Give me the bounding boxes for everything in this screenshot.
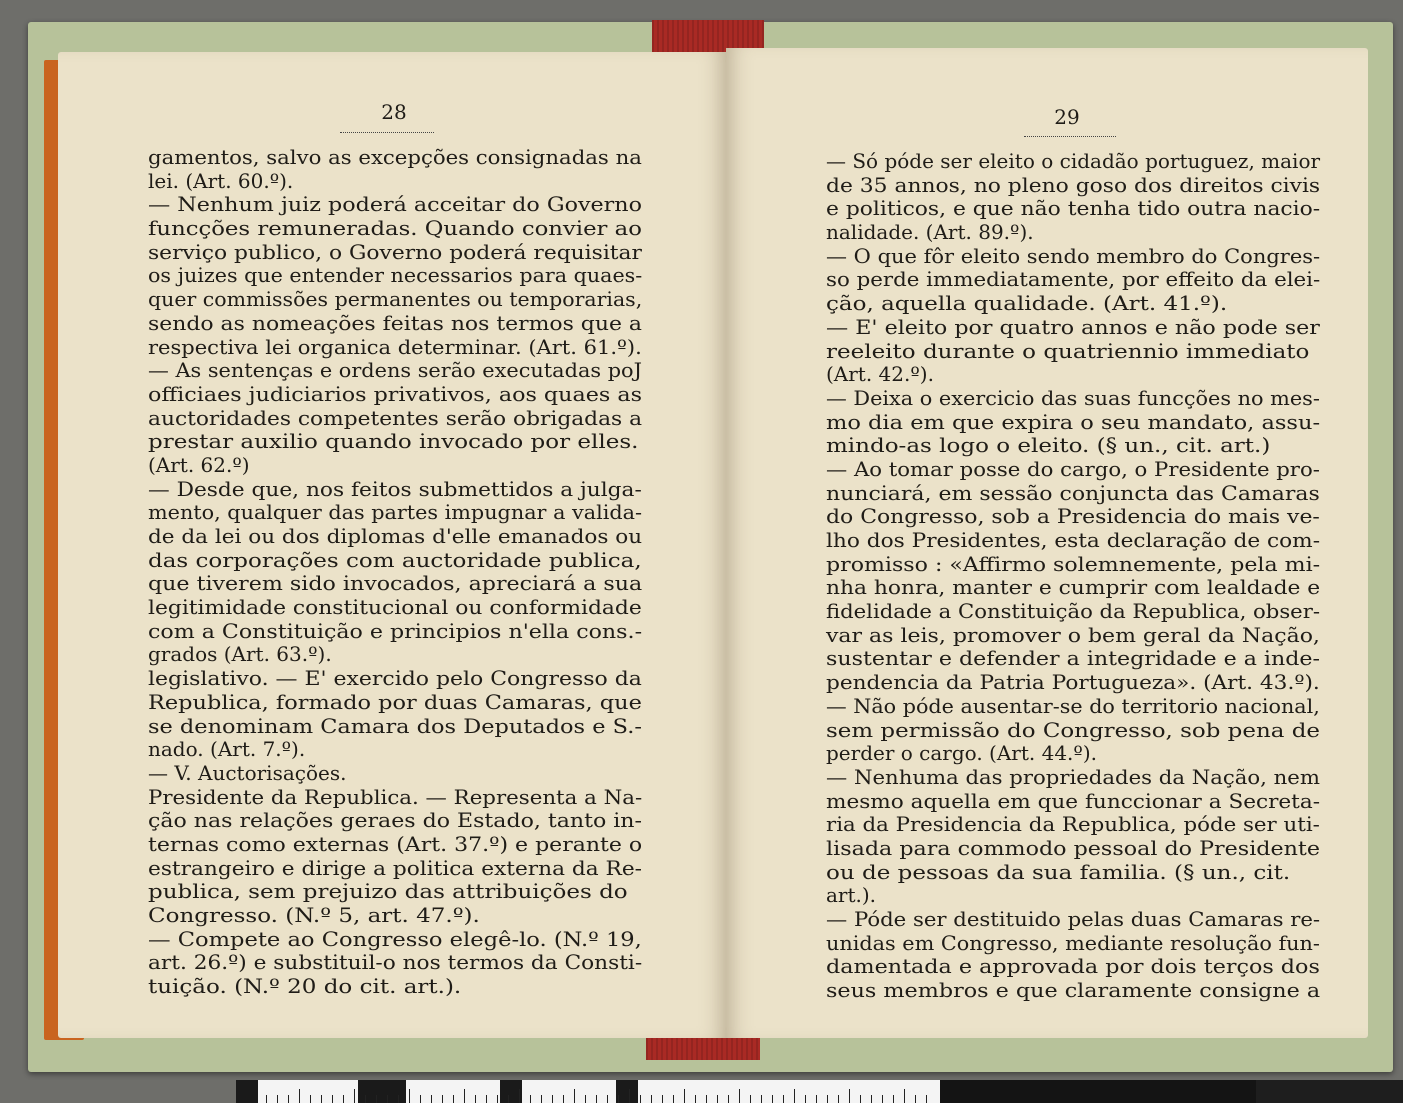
ruler-tick [772,1095,773,1103]
ruler-tick [376,1095,377,1103]
text-line: e politicos, e que não tenha tido outra nacio- [826,196,1321,221]
text-line: que tiverem sido invocados, apreciará a sua [148,571,643,596]
ruler-tick [453,1095,454,1103]
ruler-tick [475,1095,476,1103]
ruler-tick [387,1095,388,1103]
text-line: os juizes que entender necessarios para quaes- [148,263,643,288]
text-line: — Póde ser destituido pelas duas Camaras re- [826,907,1321,931]
text-line: de da lei ou dos diplomas d'elle emanados ou [148,524,643,548]
text-line: ria da Presidencia da Republica, póde ser uti- [826,812,1320,837]
ruler-tick [827,1095,828,1103]
text-line: respectiva lei organica determinar. (Art. 61.º). [148,334,642,359]
ruler-tick [662,1095,663,1103]
ruler-tick [519,1089,520,1103]
text-line: lei. (Art. 60.º). [148,168,294,193]
ruler-tick [717,1095,718,1103]
ruler-tick [431,1095,432,1103]
text-line: art. 26.º) e substituil-o nos termos da Consti- [148,950,643,975]
ruler-segment [236,1080,258,1103]
text-line: — E' eleito por quatro annos e não pode ser [826,314,1320,339]
text-line: Republica, formado por duas Camaras, que [148,689,642,714]
ruler-tick [310,1095,311,1103]
ruler-tick [838,1095,839,1103]
ruler-tick [695,1095,696,1103]
text-line: — Desde que, nos feitos submettidos a julga- [148,476,642,501]
text-line: mesmo aquella em que funccionar a Secreta- [826,788,1321,813]
text-line: — O que fôr eleito sendo membro do Congres- [826,243,1321,268]
ruler-tick [761,1095,762,1103]
ruler-tick [816,1095,817,1103]
text-line: lisada para commodo pessoal do Presidente [826,835,1321,860]
text-line: nunciará, em sessão conjuncta das Camaras [826,480,1320,505]
text-line: do Congresso, sob a Presidencia do mais ve- [826,504,1320,529]
ruler-tick [871,1095,872,1103]
text-line: prestar auxilio quando invocado por elles. [148,429,639,454]
text-line: gamentos, salvo as excepções consignadas na [148,145,642,169]
ruler-tick [651,1095,652,1103]
ruler-tick [849,1089,850,1103]
text-line: officiaes judiciarios privativos, aos quaes as [148,381,642,406]
text-line: das corporações com auctoridade publica, [148,547,642,572]
text-line: — Compete ao Congresso elegê-lo. (N.º 19, [148,926,642,951]
text-line: Congresso. (N.º 5, art. 47.º). [148,903,480,927]
ruler-tick [332,1095,333,1103]
text-line: ção, aquella qualidade. (Art. 41.º). [826,291,1228,316]
text-line: fidelidade a Constituição da Republica, obser- [826,599,1320,624]
text-line: legislativo. — E' exercido pelo Congresso da [148,666,642,691]
ruler-tick [882,1095,883,1103]
text-line: publica, sem prejuizo das attribuições do [148,879,628,904]
ruler-tick [728,1095,729,1103]
spine-cloth-bottom [646,1038,760,1060]
ruler-tick [684,1089,685,1103]
text-line: legitimidade constitucional ou conformidade [148,595,642,620]
left-page [58,52,726,1038]
ruler-tick [915,1095,916,1103]
text-line: — Não póde ausentar-se do territorio nacional, [826,693,1320,718]
text-line: sem permissão do Congresso, sob pena de [826,717,1320,742]
text-line: se denominam Camara dos Deputados e S.- [148,713,642,738]
text-line: — V. Auctorisações. [148,760,347,785]
text-line: — Só póde ser eleito o cidadão portuguez, maior [826,149,1321,173]
text-line: tuição. (N.º 20 do cit. art.). [148,974,462,999]
ruler-tick [365,1095,366,1103]
ruler-tick [618,1095,619,1103]
ruler-tick [673,1095,674,1103]
text-line: mento, qualquer das partes impugnar a valida- [148,500,643,525]
ruler-tick [486,1095,487,1103]
text-line: de 35 annos, no pleno goso dos direitos civis [826,172,1321,197]
text-line: ou de pessoas da sua familia. (§ un., cit. [826,859,1291,884]
ruler-tick [783,1095,784,1103]
ruler-tick [926,1095,927,1103]
text-line: sendo as nomeações feitas nos termos que a [148,310,642,335]
ruler-tick [574,1089,575,1103]
text-line: pendencia da Patria Portugueza». (Art. 43.º). [826,670,1320,695]
page-number-rule [340,132,434,133]
text-line: — Nenhuma das propriedades da Nação, nem [826,764,1320,789]
ruler-tick [277,1095,278,1103]
ruler-tick [288,1095,289,1103]
ruler-tick [904,1089,905,1103]
left-page-text [148,145,643,999]
ruler-tick [893,1095,894,1103]
ruler-segment [522,1080,616,1103]
text-line: perder o cargo. (Art. 44.º). [826,741,1097,766]
ruler-tick [706,1095,707,1103]
left-page-number: 28 [381,100,407,124]
text-line: art.). [826,883,877,908]
text-line: nha honra, manter e cumprir com lealdade e [826,575,1321,600]
text-line: (Art. 42.º). [826,362,934,387]
ruler-tick [497,1095,498,1103]
text-line: nado. (Art. 7.º). [148,737,306,762]
text-line: — Ao tomar posse do cargo, o Presidente pro- [826,456,1320,481]
text-line: Presidente da Republica. — Representa a Na- [148,784,643,809]
text-line: lho dos Presidentes, esta declaração de com- [826,528,1321,552]
right-page [726,48,1368,1038]
ruler-tick [442,1095,443,1103]
text-line: — Deixa o exercicio das suas funcções no mes- [826,385,1320,410]
text-line: ção nas relações geraes do Estado, tanto in- [148,808,642,833]
ruler-tick [541,1095,542,1103]
ruler-tick [750,1095,751,1103]
ruler-segment [1256,1080,1403,1103]
text-line: damentada e approvada por dois terços dos [826,954,1320,979]
text-line: sustentar e defender a integridade e a inde- [826,646,1320,671]
text-line: quer commissões permanentes ou temporarias, [148,287,643,312]
ruler-tick [530,1095,531,1103]
ruler-tick [508,1095,509,1103]
text-line: serviço publico, o Governo poderá requisitar [148,239,642,264]
ruler-tick [607,1095,608,1103]
ruler-tick [794,1089,795,1103]
ruler-tick [299,1089,300,1103]
text-line: so perde immediatamente, por effeito da elei- [826,267,1321,292]
text-line: mo dia em que expira o seu mandato, assu- [826,409,1321,434]
right-page-number: 29 [1054,105,1080,129]
text-line: var as leis, promover o bem geral da Nação, [826,622,1320,647]
text-line: — As sentenças e ordens serão executadas poJ [148,358,642,383]
text-line: — Nenhum juiz poderá acceitar do Governo [148,192,642,217]
ruler-tick [805,1095,806,1103]
ruler-tick [629,1089,630,1103]
ruler-tick [739,1089,740,1103]
text-line: unidas em Congresso, mediante resolução fun- [826,930,1320,955]
ruler-tick [398,1095,399,1103]
ruler-tick [860,1095,861,1103]
ruler-tick [409,1089,410,1103]
text-line: nalidade. (Art. 89.º). [826,220,1034,245]
text-line: reeleito durante o quatriennio immediato [826,338,1310,363]
ruler-tick [596,1095,597,1103]
page-number-rule [1024,136,1116,137]
ruler-tick [640,1095,641,1103]
scale-ruler [236,1080,1403,1103]
text-line: auctoridades competentes serão obrigadas a [148,405,643,430]
ruler-tick [343,1095,344,1103]
text-line: (Art. 62.º) [148,452,250,477]
ruler-tick [552,1095,553,1103]
ruler-tick [563,1095,564,1103]
ruler-tick [585,1095,586,1103]
text-line: com a Constituição e principios n'ella cons.- [148,618,643,643]
ruler-tick [266,1095,267,1103]
ruler-tick [354,1089,355,1103]
text-line: grados (Art. 63.º). [148,642,332,667]
ruler-segment [616,1080,638,1103]
ruler-tick [464,1089,465,1103]
text-line: mindo-as logo o eleito. (§ un., cit. art.) [826,433,1271,458]
ruler-segment [940,1080,1256,1103]
right-page-text [826,150,1320,1003]
text-line: ternas como externas (Art. 37.º) e perante o [148,831,643,856]
ruler-tick [420,1095,421,1103]
text-line: seus membros e que claramente consigne a [826,978,1321,1003]
text-line: promisso : «Affirmo solemnemente, pela mi- [826,551,1321,576]
ruler-tick [321,1095,322,1103]
text-line: funcções remuneradas. Quando convier ao [148,216,642,241]
text-line: estrangeiro e dirige a politica externa da Re- [148,855,642,880]
